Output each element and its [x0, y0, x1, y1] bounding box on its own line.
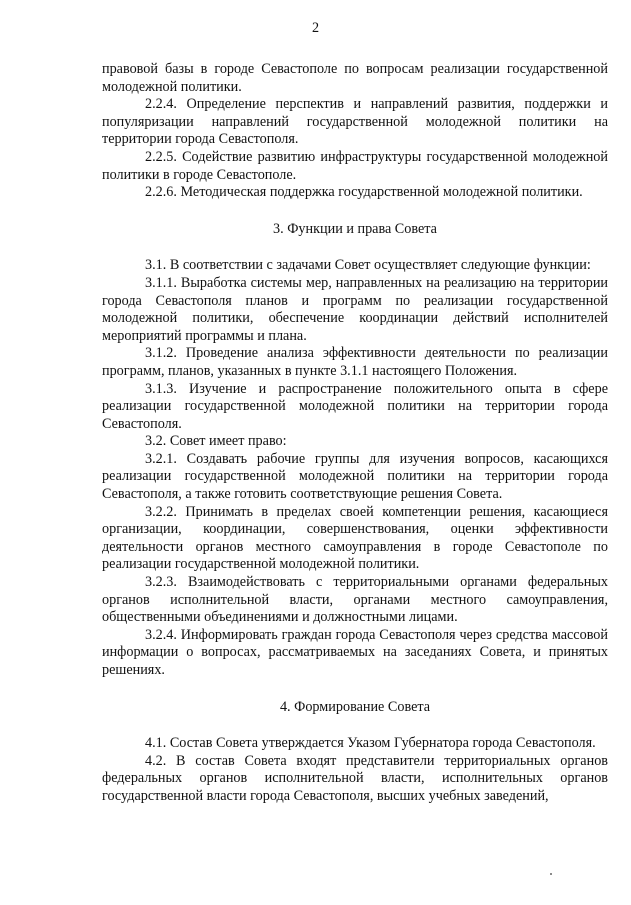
- paragraph-3-1-1: 3.1.1. Выработка системы мер, направленных на реализацию на территории города Севастополя планов и программ по реализации государственной молодежной политики, обеспечение координации действий исполнителей мероприятий программы и плана.: [102, 274, 608, 344]
- paragraph-continuation: правовой базы в городе Севастополе по вопросам реализации государственной молодежной политики.: [102, 61, 608, 95]
- paragraph-3-2-2: 3.2.2. Принимать в пределах своей компетенции решения, касающиеся организации, координации, совершенствования, оценки эффективности деятельности органов местного самоуправления в городе Севастополе по реализации государственной молодежной политики.: [102, 503, 608, 573]
- paragraph-3-1-2: 3.1.2. Проведение анализа эффективности деятельности по реализации программ, планов, указанных в пункте 3.1.1 настоящего Положения.: [102, 345, 608, 379]
- page-number: 2: [311, 20, 320, 36]
- document-body: [102, 61, 608, 806]
- paragraph-3-1: 3.1. В соответствии с задачами Совет осуществляет следующие функции:: [145, 257, 591, 274]
- paragraph-4-2: 4.2. В состав Совета входят представители территориальных органов федеральных органов исполнительной власти, исполнительных органов государственной власти города Севастополя, высших учебных заведений,: [102, 752, 608, 804]
- paragraph-3-2: 3.2. Совет имеет право:: [145, 433, 287, 450]
- section-heading-3: 3. Функции и права Совета: [273, 220, 437, 237]
- paragraph-2-2-5: 2.2.5. Содействие развитию инфраструктуры государственной молодежной политики в городе Севастополе.: [102, 148, 608, 183]
- section-heading-4: 4. Формирование Совета: [279, 698, 431, 715]
- scan-speck: [550, 873, 552, 875]
- paragraph-4-1: 4.1. Состав Совета утверждается Указом Губернатора города Севастополя.: [145, 735, 596, 752]
- paragraph-3-2-1: 3.2.1. Создавать рабочие группы для изучения вопросов, касающихся реализации государственной молодежной политики на территории города Севастополя, а также готовить соответствующие решения Совета.: [102, 450, 608, 503]
- paragraph-2-2-6: 2.2.6. Методическая поддержка государственной молодежной политики.: [145, 184, 583, 201]
- paragraph-3-2-3: 3.2.3. Взаимодействовать с территориальными органами федеральных органов исполнительной власти, органами местного самоуправления, общественными объединениями и должностными лицами.: [102, 574, 608, 626]
- paragraph-3-1-3: 3.1.3. Изучение и распространение положительного опыта в сфере реализации государственной молодежной политики на территории города Севастополя.: [102, 380, 608, 432]
- paragraph-3-2-4: 3.2.4. Информировать граждан города Севастополя через средства массовой информации о вопросах, рассматриваемых на заседаниях Совета, и принятых решениях.: [102, 626, 608, 678]
- paragraph-2-2-4: 2.2.4. Определение перспектив и направлений развития, поддержки и популяризации направлений государственной молодежной политики на территории города Севастополя.: [102, 96, 608, 148]
